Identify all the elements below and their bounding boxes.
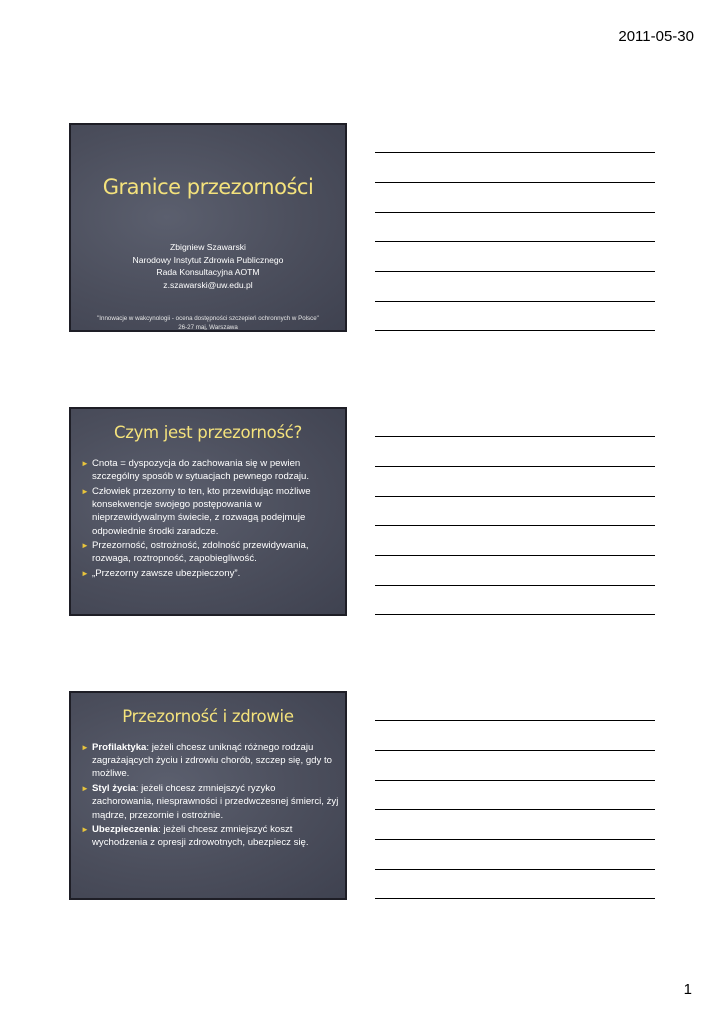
slide-1-author-block [71, 241, 345, 291]
bullet-item: ► Styl życia: jeżeli chcesz zmniejszyć ryzyko zachorowania, niesprawności i przedwczesnej śmierci, żyj mądrze, przezornie i ostrożnie. [81, 783, 339, 821]
note-line [375, 212, 655, 213]
slide-3-title: Przezorność i zdrowie [122, 707, 294, 726]
slide-3 [69, 691, 347, 900]
note-line [375, 330, 655, 331]
note-line [375, 869, 655, 870]
arrow-right-icon: ► [81, 784, 89, 794]
arrow-right-icon: ► [81, 569, 89, 579]
slide-3-bullets [81, 741, 339, 851]
note-line [375, 436, 655, 437]
slide-1-event [75, 314, 341, 332]
slide-2 [69, 407, 347, 616]
slide-2-bullets [81, 457, 339, 582]
note-line [375, 241, 655, 242]
bullet-item: ► Człowiek przezorny to ten, kto przewidując możliwe konsekwencje swojego postępowania w nieprzewidywalnym świecie, z rozwagą podejmuje odpowiednie środki zaradcze. [81, 485, 311, 537]
bullet-item: ► Przezorność, ostrożność, zdolność przewidywania, rozwaga, roztropność, zapobiegliwość. [81, 540, 309, 565]
slide-2-title: Czym jest przezorność? [113, 423, 302, 442]
affiliation-1: Narodowy Instytut Zdrowia Publicznego [132, 254, 284, 265]
note-line [375, 152, 655, 153]
arrow-right-icon: ► [81, 486, 89, 496]
slide-1-title: Granice przezorności [102, 175, 314, 199]
note-line [375, 898, 655, 899]
arrow-right-icon: ► [81, 825, 89, 835]
arrow-right-icon: ► [81, 743, 89, 752]
note-line [375, 750, 655, 751]
note-line [375, 614, 655, 615]
bullet-item: ► Ubezpieczenia: jeżeli chcesz zmniejszyć koszt wychodzenia z opresji zdrowotnych, ubezpiecz się. [81, 824, 309, 849]
note-line [375, 271, 655, 272]
arrow-right-icon: ► [81, 459, 89, 468]
bullet-item: ► Cnota = dyspozycja do zachowania się w pewien szczególny sposób w sytuacjach pewnego rodzaju. [81, 458, 310, 483]
note-line [375, 182, 655, 183]
bullet-item: ► „Przezorny zawsze ubezpieczony”. [81, 568, 241, 580]
page-date: 2011-05-30 [618, 28, 694, 45]
page-number: 1 [683, 981, 692, 998]
note-line [375, 301, 655, 302]
arrow-right-icon: ► [81, 541, 89, 551]
note-line [375, 780, 655, 781]
slide-1 [69, 123, 347, 332]
author-name: Zbigniew Szawarski [170, 242, 246, 252]
affiliation-2: Rada Konsultacyjna AOTM [156, 267, 260, 278]
note-line [375, 809, 655, 810]
note-line [375, 496, 655, 497]
note-line [375, 585, 655, 586]
note-line [375, 525, 655, 526]
author-email: z.szawarski@uw.edu.pl [163, 279, 253, 290]
event-date-place: 26-27 maj, Warszawa [178, 324, 238, 331]
note-line [375, 839, 655, 840]
note-line [375, 466, 655, 467]
note-line [375, 555, 655, 556]
bullet-item: ► Profilaktyka: jeżeli chcesz uniknąć różnego rodzaju zagrażających życiu i zdrowiu chorób, szczep się, gdy to możliwe. [81, 742, 332, 780]
event-name: "Innowacje w wakcynologii - ocena dostępności szczepień ochronnych w Polsce" [97, 315, 319, 322]
note-line [375, 720, 655, 721]
